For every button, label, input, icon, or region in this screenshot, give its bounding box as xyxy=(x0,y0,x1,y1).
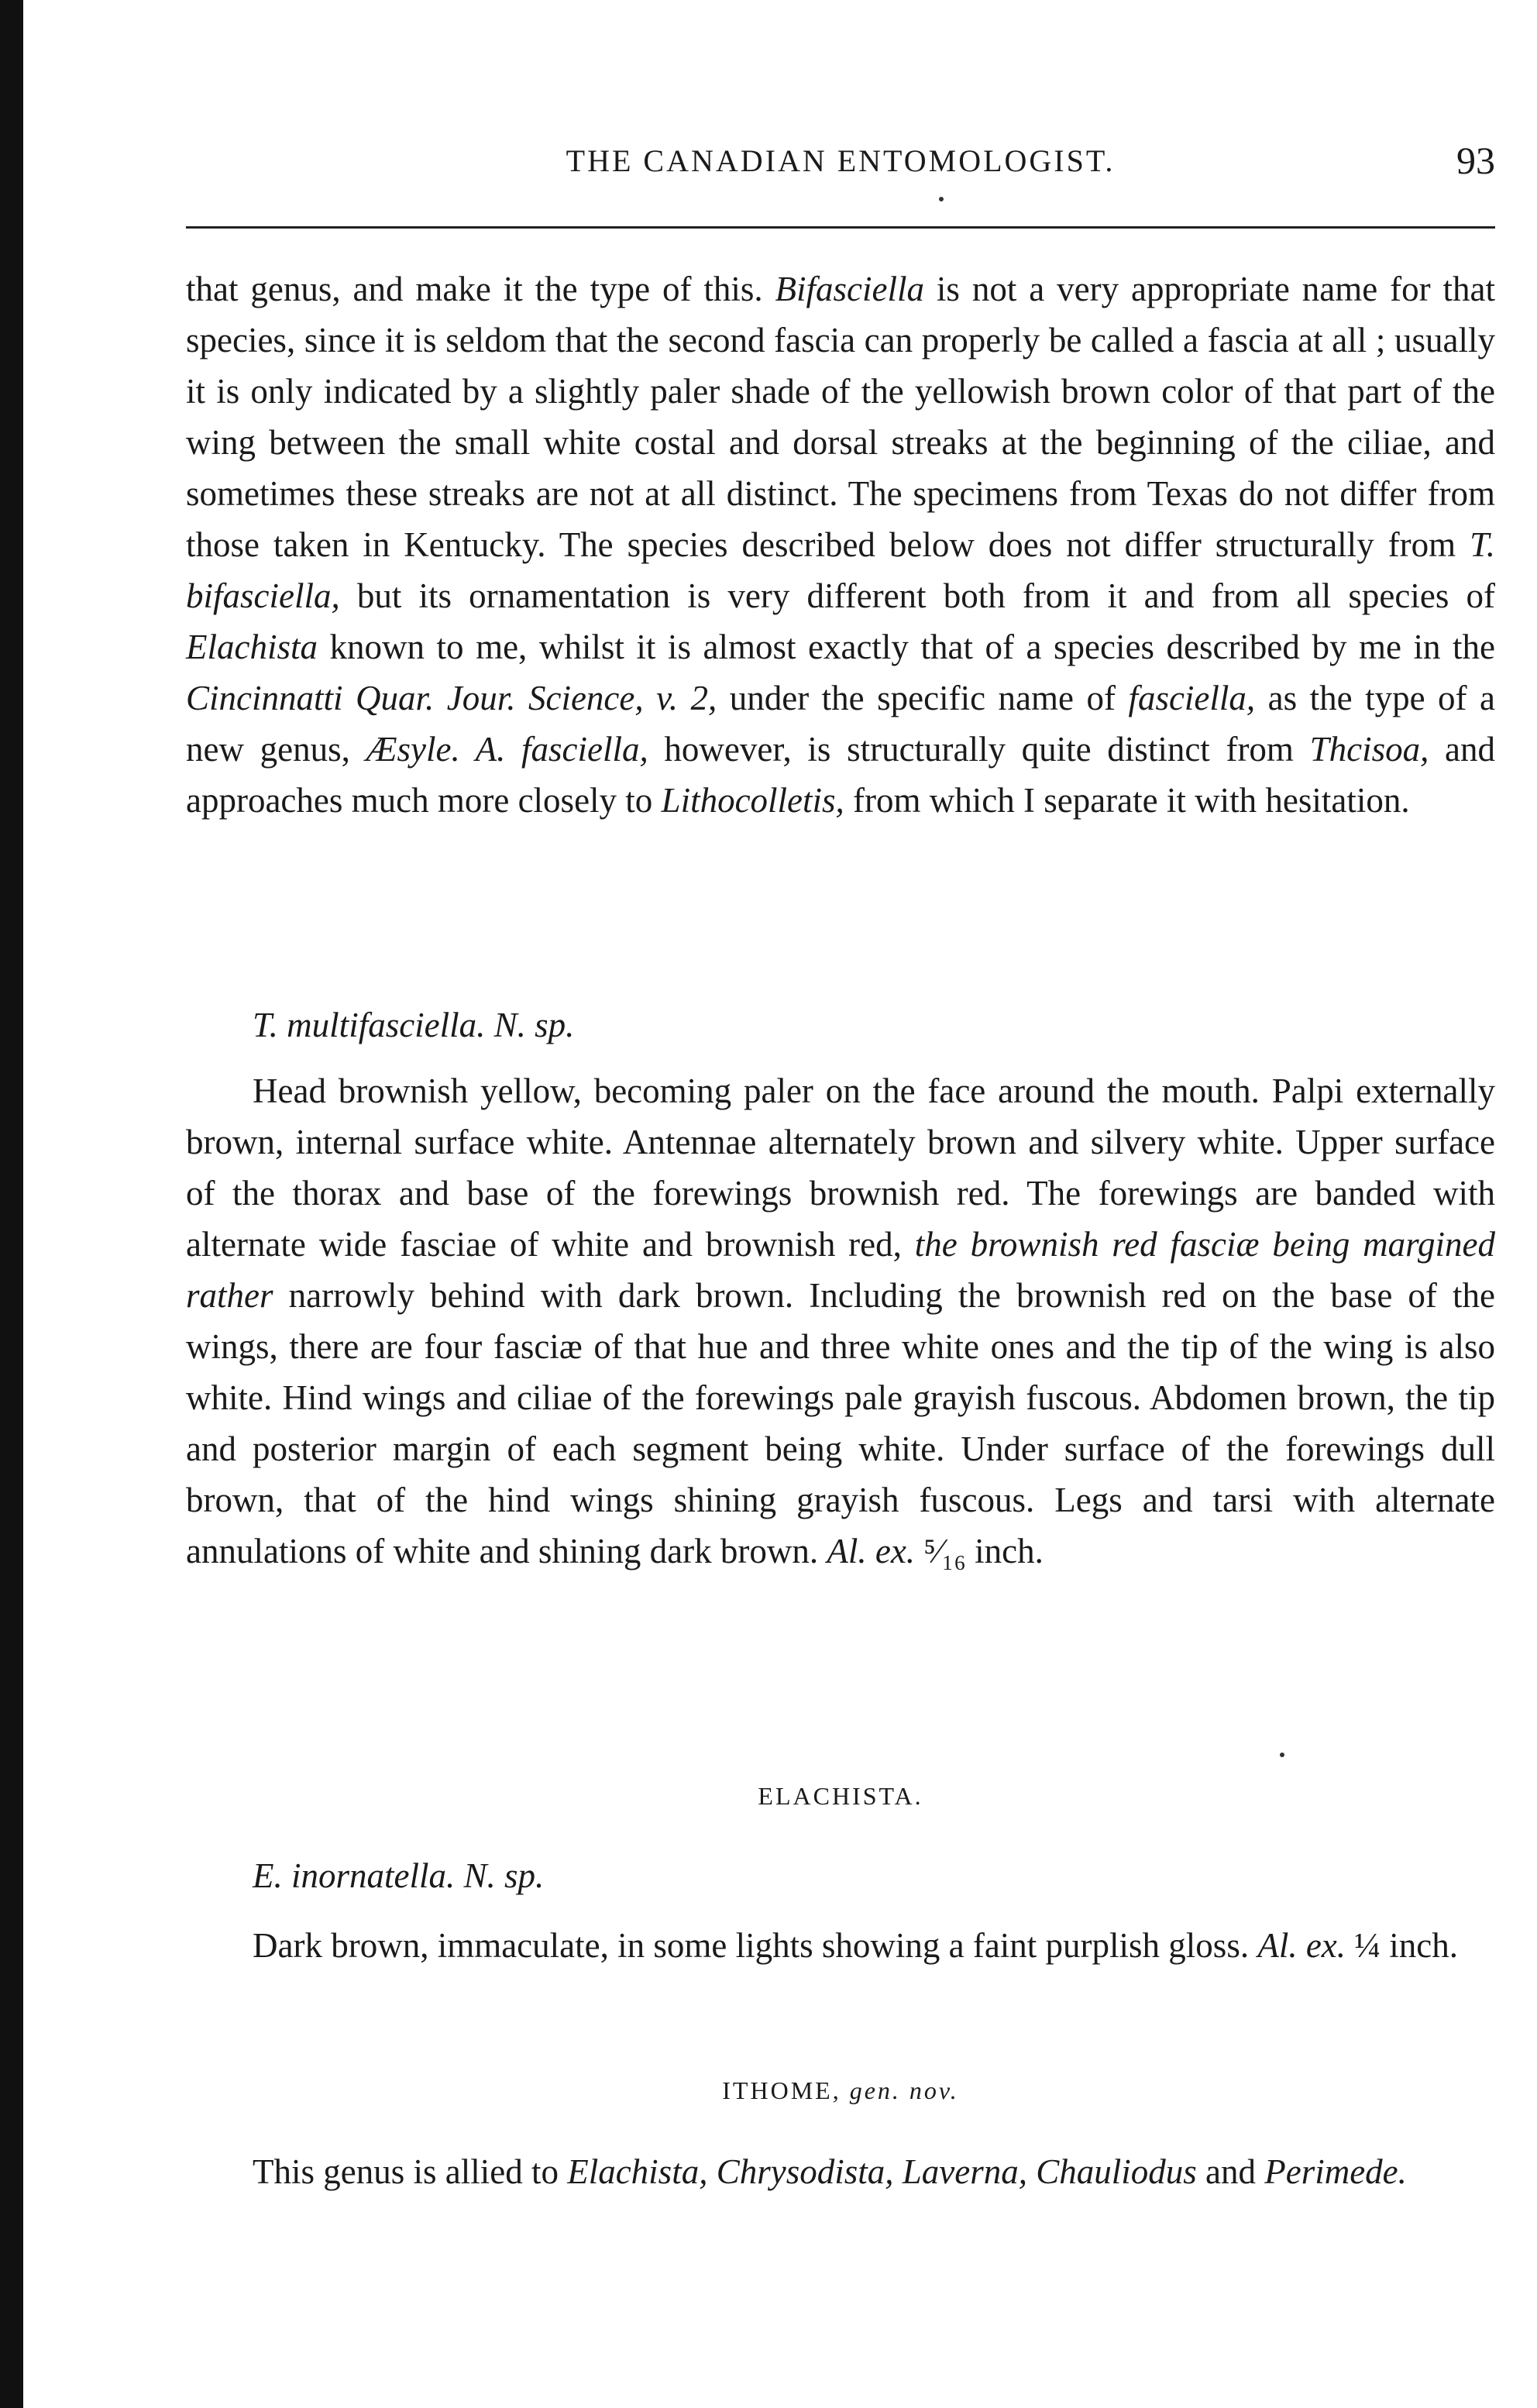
text-run: Head brownish yellow, becoming paler on the face around the mouth. Palpi externally brown, internal surface white. Antennae alternately brown and silvery white. Upper surface of the thorax and base of the forewings brownish red. The forewings are banded with alternate wide fasciae of white and brownish red, xyxy=(186,1072,1495,1264)
print-speck xyxy=(1280,1753,1284,1757)
text-run: however, is structurally quite distinct from xyxy=(648,730,1310,769)
taxon-name: Æsyle. A. fasciella, xyxy=(366,730,648,769)
taxon-name: fasciella, xyxy=(1128,679,1256,717)
species-heading-inornatella: E. inornatella. N. sp. xyxy=(253,1856,545,1895)
section-title-ithome xyxy=(186,2076,1495,2105)
text-run: as the type of a new genus, xyxy=(186,679,1495,769)
page-header xyxy=(186,138,1495,192)
taxon-name: Perimede. xyxy=(1264,2152,1407,2191)
text-run: This genus is allied to xyxy=(253,2152,568,2191)
text-run: known to me, whilst it is almost exactly that of a species described by me in the xyxy=(317,628,1495,666)
taxon-name: Thcisoa, xyxy=(1309,730,1429,769)
text-run: and approaches much more closely to xyxy=(186,730,1495,820)
paragraph-ithome-affinity xyxy=(186,2146,1495,2197)
text-run: is not a very appropriate name for that species, since it is seldom that the second fascia can properly be called a fascia at all ; usually it is only indicated by a slightly paler shade of the yellowish brown color of that part of the wing between the small white costal and dorsal streaks at the beginning of the ciliae, and sometimes these streaks are not at all distinct. The specimens from Texas do not differ from those taken in Kentucky. The species described below does not differ structurally from xyxy=(186,270,1496,564)
paragraph-genus-discussion xyxy=(186,263,1495,826)
genus-name: ITHOME, xyxy=(722,2076,841,2104)
running-title: THE CANADIAN ENTOMOLOGIST. xyxy=(566,143,1116,178)
wing-expanse-value: ¼ inch. xyxy=(1346,1926,1459,1965)
print-speck xyxy=(939,197,944,201)
section-title-elachista: ELACHISTA. xyxy=(758,1782,923,1810)
wing-expanse-value: ⁵⁄₁₆ inch. xyxy=(915,1532,1044,1570)
text-run: that genus, and make it the type of this. xyxy=(186,270,775,308)
text-run: and xyxy=(1196,2152,1265,2191)
page-number: 93 xyxy=(1456,139,1495,182)
species-description-multifasciella xyxy=(186,1065,1495,1577)
text-run: under the specific name of xyxy=(717,679,1129,717)
taxon-name: T. bifasciella, xyxy=(186,525,1495,615)
taxon-name: Elachista xyxy=(186,628,318,666)
journal-citation: Cincinnatti Quar. Jour. Science, v. 2, xyxy=(186,679,717,717)
text-run: but its ornamentation is very different both from it and from all species of xyxy=(339,576,1495,615)
wing-expanse-label: Al. ex. xyxy=(1257,1926,1346,1965)
taxon-name: Lithocolletis, xyxy=(661,781,844,820)
wing-expanse-label: Al. ex. xyxy=(827,1532,916,1570)
taxon-name: Bifasciella xyxy=(775,270,924,308)
text-run: from which I separate it with hesitation. xyxy=(844,781,1410,820)
header-rule xyxy=(186,226,1495,229)
species-heading-multifasciella: T. multifasciella. N. sp. xyxy=(253,1006,575,1044)
genus-note: gen. nov. xyxy=(841,2076,959,2104)
text-run: Dark brown, immaculate, in some lights showing a faint purplish gloss. xyxy=(253,1926,1258,1965)
text-run-italic: the brownish red fasciæ being margined rather xyxy=(186,1225,1495,1315)
species-description-inornatella xyxy=(186,1920,1495,1971)
taxon-list: Elachista, Chrysodista, Laverna, Chauliodus xyxy=(567,2152,1197,2191)
page-binding-edge xyxy=(0,0,23,2408)
text-run: narrowly behind with dark brown. Including the brownish red on the base of the wings, there are four fasciæ of that hue and three white ones and the tip of the wing is also white. Hind wings and ciliae of the forewings pale grayish fuscous. Abdomen brown, the tip and posterior margin of each segment being white. Under surface of the forewings dull brown, that of the hind wings shining grayish fuscous. Legs and tarsi with alternate annulations of white and shining dark brown. xyxy=(186,1276,1495,1570)
